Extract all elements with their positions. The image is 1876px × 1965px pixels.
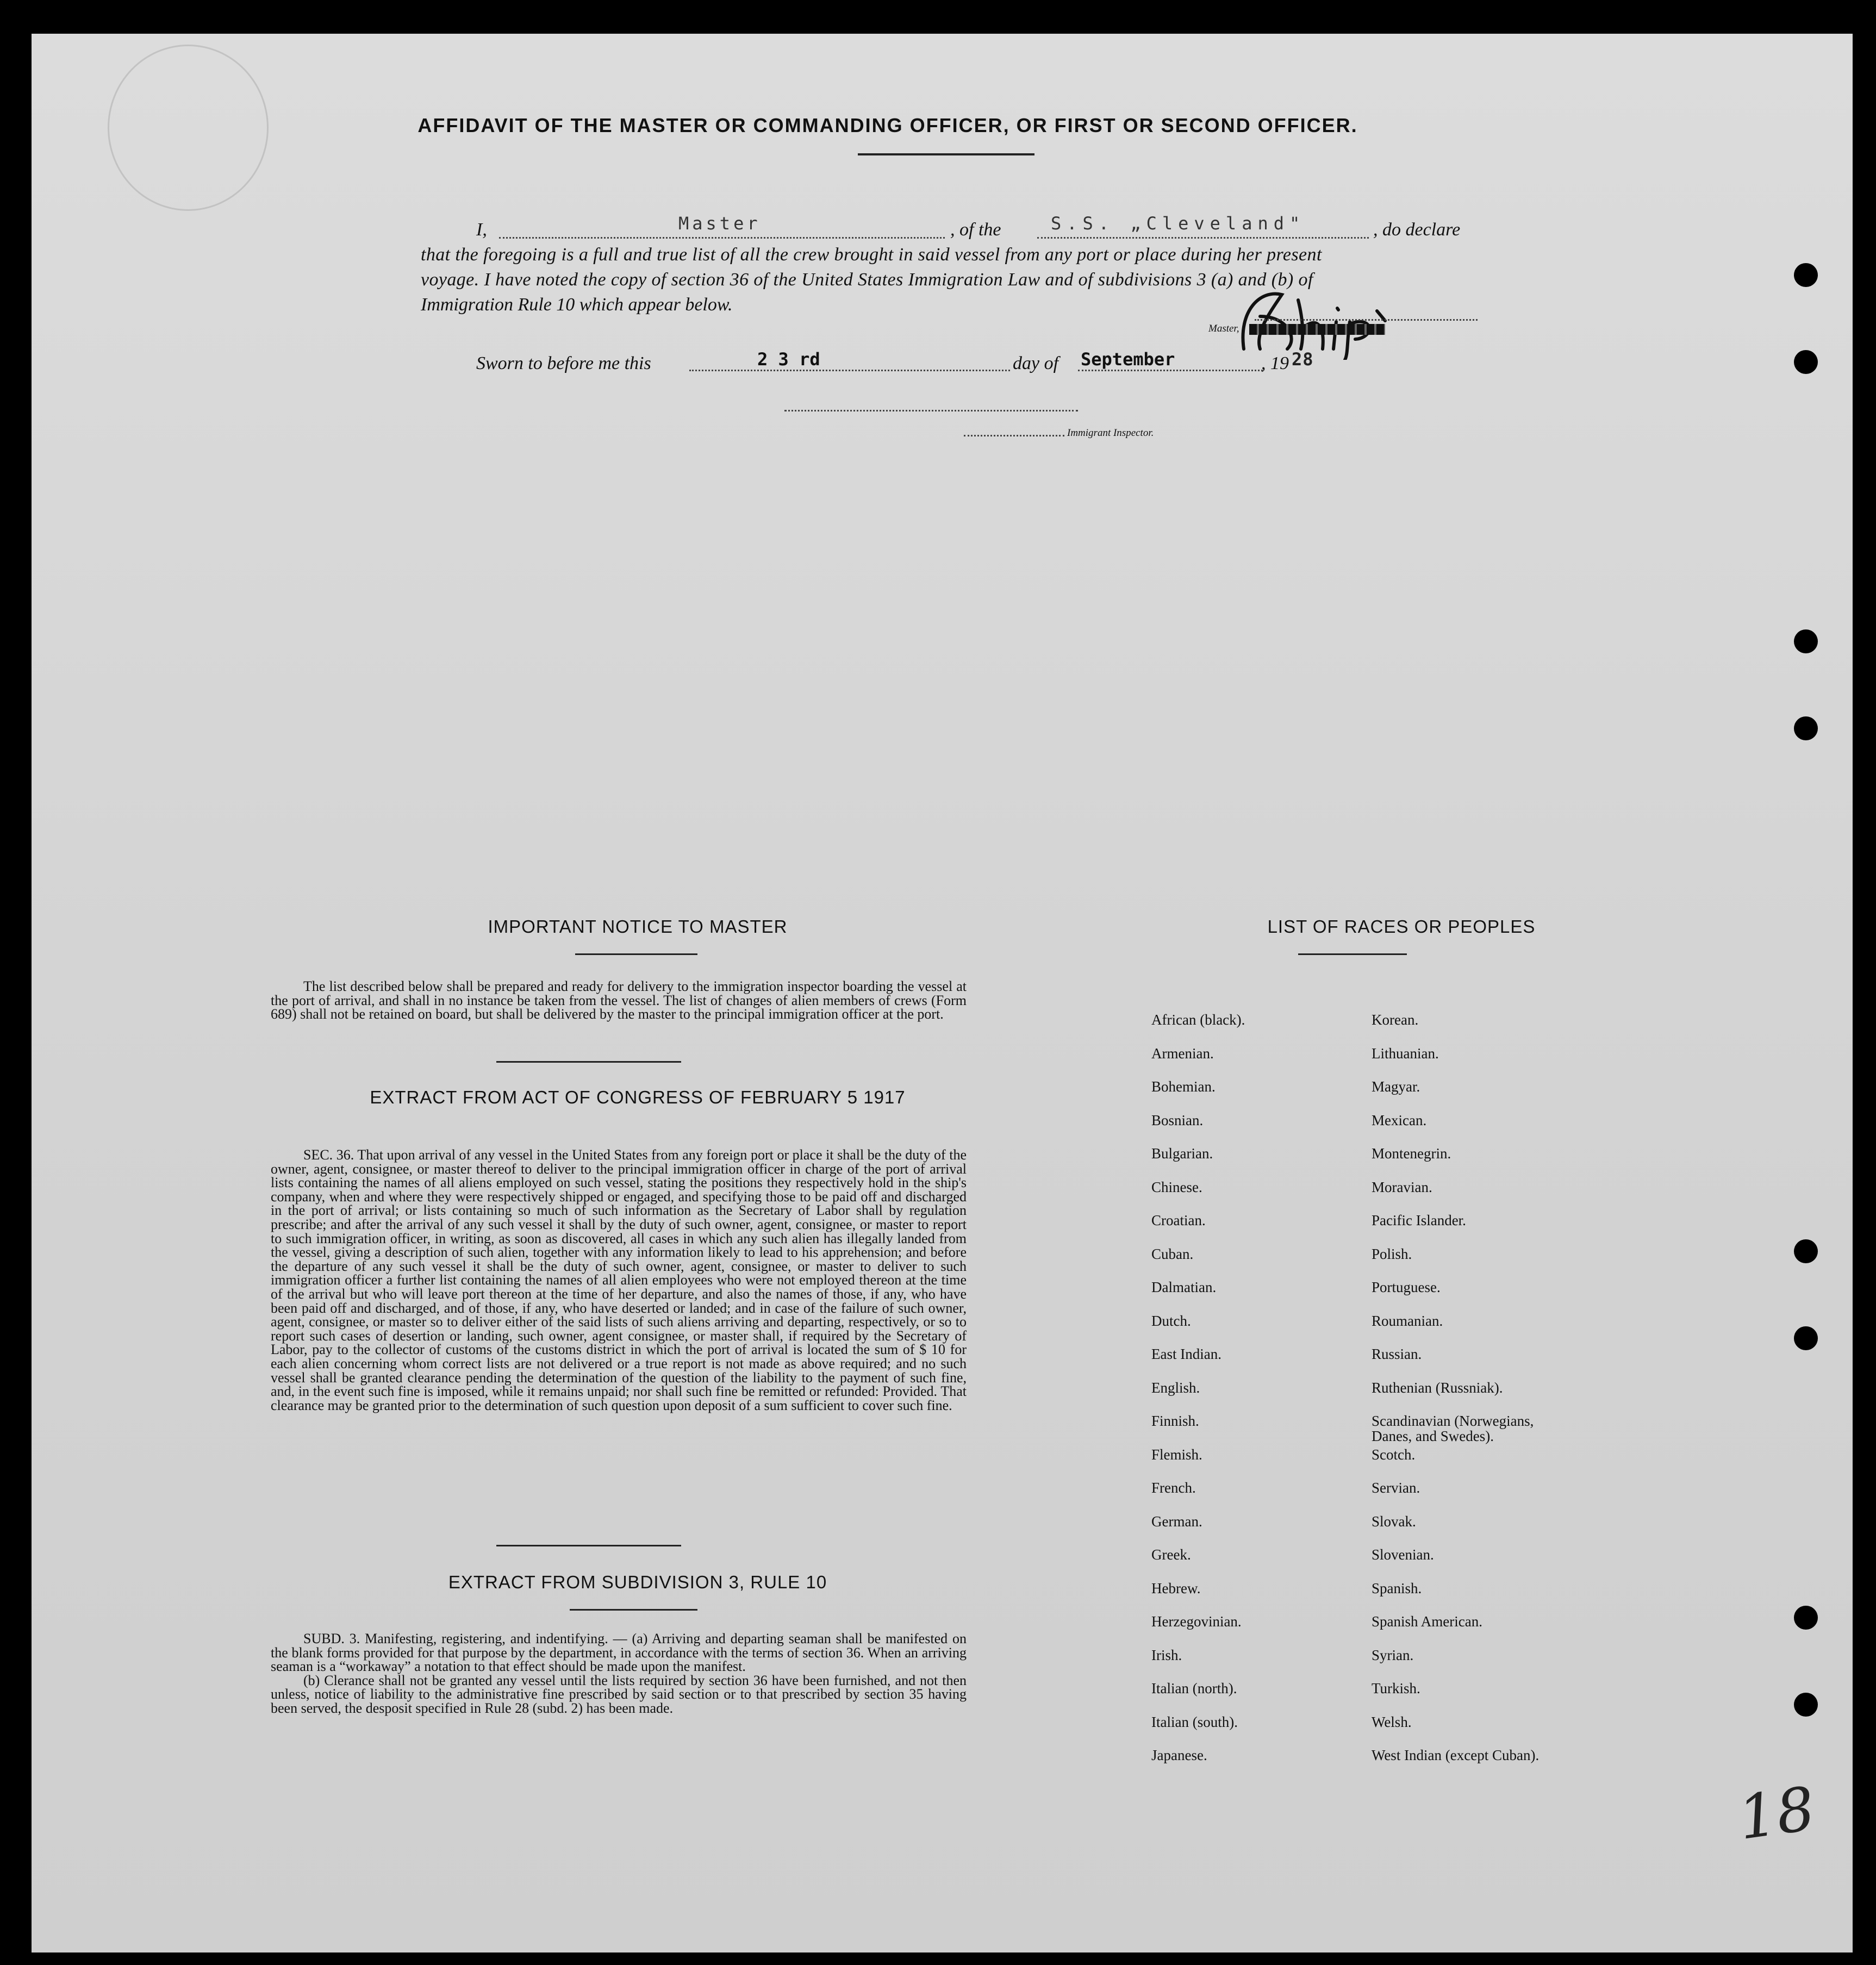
notice-title: IMPORTANT NOTICE TO MASTER <box>488 916 788 937</box>
race-item: Lithuanian. <box>1372 1045 1439 1062</box>
punch-hole <box>1794 629 1818 653</box>
race-item: Servian. <box>1372 1480 1420 1496</box>
affidavit-line1-ofthe: , of the <box>950 220 1001 240</box>
race-item: Spanish. <box>1372 1580 1422 1596</box>
year-value: 28 <box>1292 349 1314 370</box>
race-item: Pacific Islander. <box>1372 1212 1466 1228</box>
race-item: Scotch. <box>1372 1446 1416 1463</box>
race-item: Italian (south). <box>1151 1713 1238 1730</box>
race-item: Korean. <box>1372 1012 1419 1028</box>
rule-body-a: SUBD. 3. Manifesting, registering, and indentifying. — (a) Arriving and departing seaman shall be manifested on the blank forms provided for that purpose by the department, in accordance with the terms of section 36. When an arriving seaman is a “workaway” a notation to that effect should be made upon the manifest. <box>271 1631 967 1675</box>
notice-divider <box>496 1061 681 1063</box>
punch-hole <box>1794 1326 1818 1350</box>
race-item: Slovak. <box>1372 1513 1416 1530</box>
signature-dotline <box>1255 319 1478 321</box>
race-item: Finnish. <box>1151 1413 1199 1429</box>
race-item: Polish. <box>1372 1245 1412 1262</box>
race-item: Scandinavian (Norwegians, Danes, and Swedes). <box>1372 1413 1534 1444</box>
race-item: Syrian. <box>1372 1646 1414 1663</box>
affidavit-line1-declare: , do declare <box>1373 220 1461 240</box>
day-dotline <box>689 370 1010 371</box>
affidavit-line4: Immigration Rule 10 which appear below. <box>421 295 733 315</box>
month-value: September <box>1081 349 1175 370</box>
race-item: Bosnian. <box>1151 1112 1204 1128</box>
race-item: Bohemian. <box>1151 1078 1216 1095</box>
rule-body <box>271 1632 967 1716</box>
notice-body-text: The list described below shall be prepared and ready for delivery to the immigration inspector boarding the vessel at the port of arrival, and shall in no instance be taken from the vessel. The list of changes of alien members of crews (Form 689) shall not be retained on board, but shall be delivered by the master to the principal immigration officer at the port. <box>271 978 967 1022</box>
punch-hole <box>1794 1693 1818 1717</box>
race-item: East Indian. <box>1151 1346 1221 1362</box>
month-dotline <box>1078 370 1263 371</box>
punch-hole <box>1794 1239 1818 1263</box>
race-item: Welsh. <box>1372 1713 1412 1730</box>
race-item: Herzegovinian. <box>1151 1613 1242 1630</box>
race-item: Roumanian. <box>1372 1312 1443 1329</box>
notice-body <box>271 980 967 1021</box>
affidavit-title-rule <box>858 153 1034 155</box>
master-name-redacted <box>1249 324 1385 335</box>
inspector-label: Immigrant Inspector. <box>1067 427 1154 439</box>
races-title: LIST OF RACES OR PEOPLES <box>1267 916 1536 937</box>
embossed-seal <box>108 45 269 211</box>
affidavit-title: AFFIDAVIT OF THE MASTER OR COMMANDING OFFICER, OR FIRST OR SECOND OFFICER. <box>417 114 1358 136</box>
rule-body-b: (b) Clerance shall not be granted any vessel until the lists required by section 36 have been furnished, and not then unless, notice of liability to the administrative fine prescribed by said section or to that prescribed by section 35 having been served, the desposit specified in Rule 28 (subd. 2) has been made. <box>271 1672 967 1716</box>
day-value: 2 3 rd <box>757 349 820 370</box>
punch-hole <box>1794 716 1818 740</box>
document-sheet <box>32 34 1853 1952</box>
punch-hole <box>1794 1606 1818 1630</box>
race-item: Flemish. <box>1151 1446 1202 1463</box>
affidavit-line2: that the foregoing is a full and true list of all the crew brought in said vessel from any port or place during her present <box>421 245 1322 265</box>
punch-hole <box>1794 263 1818 287</box>
master-label: Master, <box>1208 323 1239 334</box>
race-item: Bulgarian. <box>1151 1145 1213 1162</box>
act-body <box>271 1148 967 1412</box>
race-item: Dutch. <box>1151 1312 1191 1329</box>
sworn-label: Sworn to before me this <box>476 353 651 373</box>
race-item: Ruthenian (Russniak). <box>1372 1379 1503 1396</box>
master-dotline <box>499 237 945 239</box>
act-divider <box>496 1545 681 1546</box>
day-of-label: day of <box>1013 353 1059 373</box>
affidavit-line3: voyage. I have noted the copy of section 36 of the United States Immigration Law and of subdivisions 3 (a) and (b) of <box>421 270 1313 290</box>
affidavit-line1-i: I, <box>476 220 487 240</box>
race-item: Slovenian. <box>1372 1546 1434 1563</box>
race-item: Montenegrin. <box>1372 1145 1451 1162</box>
race-item: Japanese. <box>1151 1747 1207 1763</box>
race-item: Croatian. <box>1151 1212 1206 1228</box>
race-item: German. <box>1151 1513 1202 1530</box>
race-item: Armenian. <box>1151 1045 1214 1062</box>
inspector-name-line <box>964 435 1064 436</box>
races-title-rule <box>1298 953 1407 955</box>
race-item: Spanish American. <box>1372 1613 1482 1630</box>
race-item: Moravian. <box>1372 1178 1432 1195</box>
vessel-handwritten: S.S. „Cleveland" <box>1051 213 1306 234</box>
master-handwritten: Master <box>678 213 761 234</box>
race-item: English. <box>1151 1379 1200 1396</box>
rule-title: EXTRACT FROM SUBDIVISION 3, RULE 10 <box>448 1572 827 1592</box>
act-title: EXTRACT FROM ACT OF CONGRESS OF FEBRUARY 5 1917 <box>370 1087 906 1107</box>
race-item: Chinese. <box>1151 1178 1202 1195</box>
race-item: Irish. <box>1151 1646 1182 1663</box>
race-item: Italian (north). <box>1151 1680 1237 1696</box>
race-item: Portuguese. <box>1372 1279 1441 1295</box>
race-item: African (black). <box>1151 1012 1245 1028</box>
notice-title-rule <box>575 953 697 955</box>
race-item: Hebrew. <box>1151 1580 1201 1596</box>
race-item: Dalmatian. <box>1151 1279 1217 1295</box>
race-item: French. <box>1151 1480 1196 1496</box>
inspector-signature-line <box>784 410 1078 411</box>
race-item: Turkish. <box>1372 1680 1420 1696</box>
margin-mark: 18 <box>1734 1773 1819 1854</box>
race-item: Mexican. <box>1372 1112 1427 1128</box>
race-item: West Indian (except Cuban). <box>1372 1747 1540 1763</box>
year-prefix: , 19 <box>1261 353 1289 373</box>
race-item: Magyar. <box>1372 1078 1420 1095</box>
vessel-dotline <box>1037 237 1369 239</box>
race-item: Greek. <box>1151 1546 1191 1563</box>
race-item: Russian. <box>1372 1346 1422 1362</box>
rule-title-rule <box>570 1609 697 1611</box>
race-item: Cuban. <box>1151 1245 1194 1262</box>
punch-hole <box>1794 350 1818 374</box>
act-body-text: SEC. 36. That upon arrival of any vessel in the United States from any foreign port or place it shall be the duty of the owner, agent, consignee, or master thereof to deliver to the principal immigration officer in charge of the port of arrival lists containing the names of all aliens employed on such vessel, stating the positions they respectively hold in the ship's company, when and where they were respectively shipped or engaged, and specifying those to be paid off and discharged in the port of arrival; or lists containing so much of such information as the Secretary of Labor shall by regulation prescribe; and after the arrival of any such vessel it shall by the duty of such owner, agent, consignee, or master to report to such immigration officer, in writing, as soon as discovered, all cases in which any such alien has illegally landed from the vessel, giving a description of such alien, together with any information likely to lead to his apprehension; and before the departure of any such vessel it shall be the duty of such owner, agent, consignee, or master to deliver to such immigration officer a further list containing the names of all alien employees who were not employed thereon at the time of the arrival but who will leave port thereon at the time of her departure, and also the names of those, if any, who have been paid off and discharged, and of those, if any, who have deserted or landed; and in case of the failure of such owner, agent, consignee, or master so to deliver either of the said lists of such aliens arriving and departing, respectively, or so to report such cases of desertion or landing, such owner, agent consignee, or master shall, if required by the Secretary of Labor, pay to the collector of customs of the customs district in which the port of arrival is located the sum of $ 10 for each alien concerning whom correct lists are not delivered or a true report is not made as above required; and no such vessel shall be granted clearance pending the determination of the question of the liability to the payment of such fine, and, in the event such fine is imposed, while it remains unpaid; nor shall such fine be remitted or refunded: Provided. That clearance may be granted prior to the determination of such question upon deposit of a sum sufficient to cover such fine. <box>271 1147 967 1413</box>
